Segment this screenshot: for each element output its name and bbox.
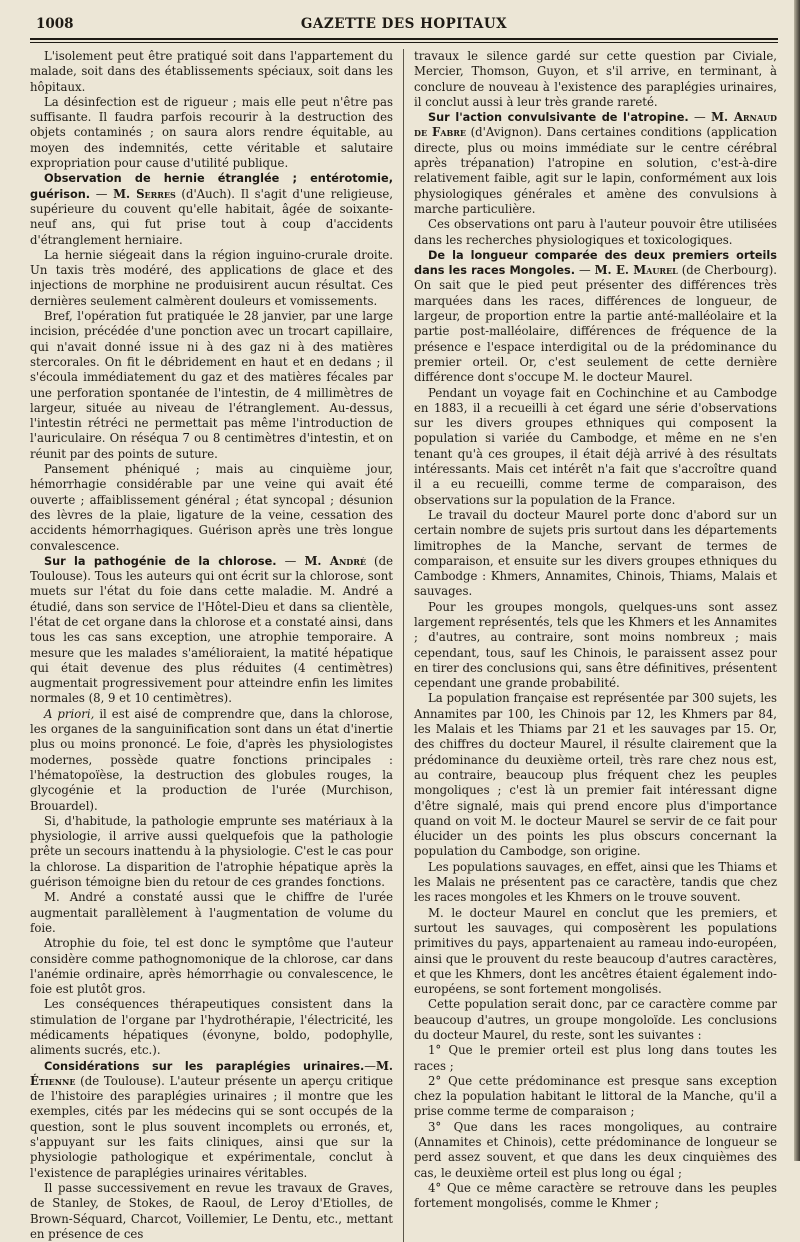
paragraph	[30, 707, 393, 814]
paragraph: Atrophie du foie, tel est donc le symptôme que l'auteur considère comme pathognomonique de la chlorose, car dans l'anémie ordinaire, après hémorrhagie ou convalescence, le foie est plutôt gros.	[30, 936, 393, 997]
running-title: GAZETTE DES HOPITAUX	[300, 16, 508, 32]
section-orteils	[414, 248, 777, 386]
paragraph: travaux le silence gardé sur cette question par Civiale, Mercier, Thomson, Guyon, et s'il arrive, en terminant, à conclure de nouveau à l'existence des paraplégies urinaires, il conclut aussi à leur très grande rareté.	[414, 49, 777, 109]
paragraph: Pour les groupes mongols, quelques-uns sont assez largement représentés, tels que les Khmers et les Annamites ; d'autres, au contraire, sont moins nombreux ; mais cependant, tous, sauf les Chinois, le paraissent assez pour en tirer des conclusions qui, sans être définitives, présentent cependant une grande probabilité.	[414, 599, 777, 691]
dash: —	[688, 110, 712, 125]
section-heading: Considérations sur les paraplégies urinaires.	[44, 1059, 365, 1073]
paragraph: Les conséquences thérapeutiques consistent dans la stimulation de l'organe par l'hydrothérapie, l'électricité, les médicaments hépatiques (évonyne, boldo, podophylle, aliments sucrés, etc.).	[30, 997, 393, 1058]
paragraph: Les populations sauvages, en effet, ainsi que les Thiams et les Malais ne présentent pas ce caractère, tandis que chez les races mongoles et les Khmers on le trouve souvent.	[414, 859, 777, 905]
paragraph: Il passe successivement en revue les travaux de Graves, de Stanley, de Stokes, de Raoul, de Leroy d'Etiolles, de Brown-Séquard, Charcot, Voillemier, Le Dentu, etc., mettant en présence de ces	[30, 1180, 393, 1241]
dash: —	[90, 186, 114, 201]
paragraph: La population française est représentée par 300 sujets, les Annamites par 100, les Chinois par 12, les Khmers par 84, les Malais et les Thiams par 21 et les sauvages par 15. Or, des chiffres du docteur Maurel, il résulte clairement que la prédominance du deuxième orteil, très rare chez nous est, au contraire, beaucoup plus fréquent chez les peuples mongoliques ; c'est là un premier fait intéressant digne d'être signalé, mais qui prend encore plus d'importance quand on voit M. le docteur Maurel se servir de ce fait pour élucider un des points les plus obscurs concernant la population du Cambodge, son origine.	[414, 691, 777, 859]
author-name: M. Arnaud de Fabre	[414, 110, 777, 140]
conclusion-item: 1° Que le premier orteil est plus long dans toutes les races ;	[414, 1043, 777, 1073]
section-heading: Sur l'action convulsivante de l'atropine.	[428, 111, 689, 125]
header-rule-thick	[30, 38, 778, 40]
left-column	[30, 49, 393, 1242]
page-header	[30, 12, 778, 38]
column-divider	[403, 49, 404, 1242]
dash: —	[575, 263, 595, 278]
author-name: M. André	[304, 553, 366, 568]
text-columns	[30, 49, 778, 1242]
paragraph: L'isolement peut être pratiqué soit dans l'appartement du malade, soit dans des établissements spéciaux, soit dans les hôpitaux.	[30, 49, 393, 94]
paragraph-text: (de Cherbourg). On sait que le pied peut présenter des différences très marquées dans les races, différences de longueur, de largeur, de proportion entre la partie anté-malléolaire et la partie post-malléolaire, différences de fréquence de la présence e l'espace interdigital ou de la prédominance du premier orteil. Or, c'est seulement de cette dernière différence dont s'occupe M. le docteur Maurel.	[414, 263, 777, 385]
author-name: M. Serres	[113, 186, 176, 201]
paragraph-text: (d'Auch). Il s'agit d'une religieuse, supérieure du couvent qu'elle habitait, âgée de soixante-neuf ans, qui fut prise tout à coup d'accidents d'étranglement herniaire.	[30, 186, 393, 247]
section-atropine	[414, 110, 777, 217]
paragraph-text: il est aisé de comprendre que, dans la chlorose, les organes de la sanguinification sont dans un état d'inertie plus ou moins prononcé. Le foie, d'après les physiologistes modernes, possède quatre fonctions principales : l'hématopoïèse, la destruction des globules rouges, la glycogénie et la production de l'urée (Murchison, Brouardel).	[30, 706, 393, 813]
binding-edge	[794, 0, 800, 1161]
paragraph: La hernie siégeait dans la région inguino-crurale droite. Un taxis très modéré, des applications de glace et des injections de morphine ne produisirent aucun résultat. Ces dernières seulement calmèrent douleurs et vomissements.	[30, 247, 393, 308]
page-number: 1008	[36, 16, 74, 32]
paragraph: Si, d'habitude, la pathologie emprunte ses matériaux à la physiologie, il arrive aussi quelquefois que la pathologie prête un secours inattendu à la physiologie. C'est le cas pour la chlorose. La disparition de l'atrophie hépatique après la guérison témoigne bien du retour de ces grandes fonctions.	[30, 813, 393, 890]
author-name: M. E. Maurel	[594, 263, 678, 278]
paragraph: Bref, l'opération fut pratiquée le 28 janvier, par une large incision, précédée d'une ponction avec un trocart capillaire, qui n'avait donné issue ni à des gaz ni à des matières stercorales. On fit le débridement en haut et en dedans ; il s'écoula immédiatement du gaz et des matières fécales par une perforation spontanée de l'intestin, de 4 millimètres de largeur, située au niveau de l'étranglement. Au-dessus, l'intestin rétréci ne permettait pas même l'introduction de l'auriculaire. On réséqua 7 ou 8 centimètres d'intestin, et on réunit par des points de suture.	[30, 309, 393, 461]
section-heading: Observation de hernie étranglée ; entérotomie, guérison.	[30, 172, 393, 201]
paragraph-text: (d'Avignon). Dans certaines conditions (application directe, plus ou moins immédiate sur le centre cérébral après trépanation) l'atropine en solution, c'est-à-dire relativement faible, agit sur le lapin, conformément aux lois physiologiques générales et amène des convulsions à marche particulière.	[414, 125, 778, 216]
paragraph: Cette population serait donc, par ce caractère comme par beaucoup d'autres, un groupe mongoloïde. Les conclusions du docteur Maurel, du reste, sont les suivantes :	[414, 997, 777, 1042]
paragraph: M. le docteur Maurel en conclut que les premiers, et surtout les sauvages, qui composèrent les populations primitives du pays, appartenaient au rameau indo-européen, ainsi que le prouvent du reste beaucoup d'autres caractères, et que les Khmers, dont les ancêtres étaient également indo-européens, se sont fortement mongolisés.	[414, 905, 777, 997]
section-paraplegies	[30, 1059, 393, 1181]
paragraph: Le travail du docteur Maurel porte donc d'abord sur un certain nombre de sujets pris surtout dans les départements limitrophes de la Manche, servant de termes de comparaison, et ensuite sur les divers groupes ethniques du Cambodge : Khmers, Annamites, Chinois, Thiams, Malais et sauvages.	[414, 507, 777, 599]
section-hernie	[30, 171, 393, 247]
dash: —	[364, 1058, 376, 1073]
header-rule-thin	[30, 42, 778, 43]
right-column	[414, 49, 777, 1242]
conclusion-item: 2° Que cette prédominance est presque sans exception chez la population habitant le littoral de la Manche, qu'il a prise comme terme de comparaison ;	[414, 1073, 777, 1119]
dash: —	[276, 553, 305, 568]
paragraph-text: (de Toulouse). L'auteur présente un aperçu critique de l'histoire des paraplégies urinaires ; il montre que les exemples, cités par les médecins qui se sont occupés de la question, sont le plus souvent incomplets ou erronés, et, s'appuyant sur les faits cliniques, ainsi que sur la physiologie pathologique et expérimentale, conclut à l'existence de paraplégies urinaires véritables.	[30, 1073, 393, 1180]
author-name: M. Étienne	[30, 1058, 393, 1088]
section-heading: Sur la pathogénie de la chlorose.	[44, 554, 277, 568]
section-heading: De la longueur comparée des deux premiers orteils dans les races Mongoles.	[414, 248, 777, 278]
paragraph: Pendant un voyage fait en Cochinchine et au Cambodge en 1883, il a recueilli à cet égard une série d'observations sur les divers groupes ethniques qui composent la population si variée du Cambodge, et même en ne s'en tenant qu'à ces groupes, il était déjà arrivé à des résultats intéressants. Mais cet intérêt n'a fait que s'accroître quand il a eu recueilli, comme terme de comparaison, des observations sur la population de la France.	[414, 385, 777, 507]
paragraph: La désinfection est de rigueur ; mais elle peut n'être pas suffisante. Il faudra parfois recourir à la destruction des objets contaminés ; on saura alors rendre équitable, au moyen des indemnités, cette véritable et salutaire expropriation pour cause d'utilité publique.	[30, 94, 393, 171]
paragraph: M. André a constaté aussi que le chiffre de l'urée augmentait parallèlement à l'augmentation de volume du foie.	[30, 890, 393, 935]
conclusion-item: 3° Que dans les races mongoliques, au contraire (Annamites et Chinois), cette prédominance de longueur se perd assez souvent, et que dans les deux cinquièmes des cas, le deuxième orteil est plus long ou égal ;	[414, 1119, 777, 1180]
italic-phrase: A priori,	[44, 706, 95, 721]
paragraph: Pansement phéniqué ; mais au cinquième jour, hémorrhagie considérable par une veine qui avait été ouverte ; affaiblissement général ; état syncopal ; désunion des lèvres de la plaie, ligature de la veine, cessation des accidents hémorrhagiques. Guérison après une très longue convalescence.	[30, 462, 393, 553]
paragraph: Ces observations ont paru à l'auteur pouvoir être utilisées dans les recherches physiologiques et toxicologiques.	[414, 217, 777, 247]
conclusion-item: 4° Que ce même caractère se retrouve dans les peuples fortement mongolisés, comme le Khmer ;	[414, 1180, 777, 1211]
section-chlorose	[30, 554, 393, 707]
paragraph-text: (de Toulouse). Tous les auteurs qui ont écrit sur la chlorose, sont muets sur l'état du foie dans cette maladie. M. André a étudié, dans son service de l'Hôtel-Dieu et dans sa clientèle, l'état de cet organe dans la chlorose et a constaté ainsi, dans tous les cas sans exception, une atrophie temporaire. A mesure que les malades s'amélioraient, la matité hépatique qui était devenue des plus réduites (4 centimètres) augmentait progressivement pour atteindre enfin les limites normales (8, 9 et 10 centimètres).	[30, 553, 393, 706]
